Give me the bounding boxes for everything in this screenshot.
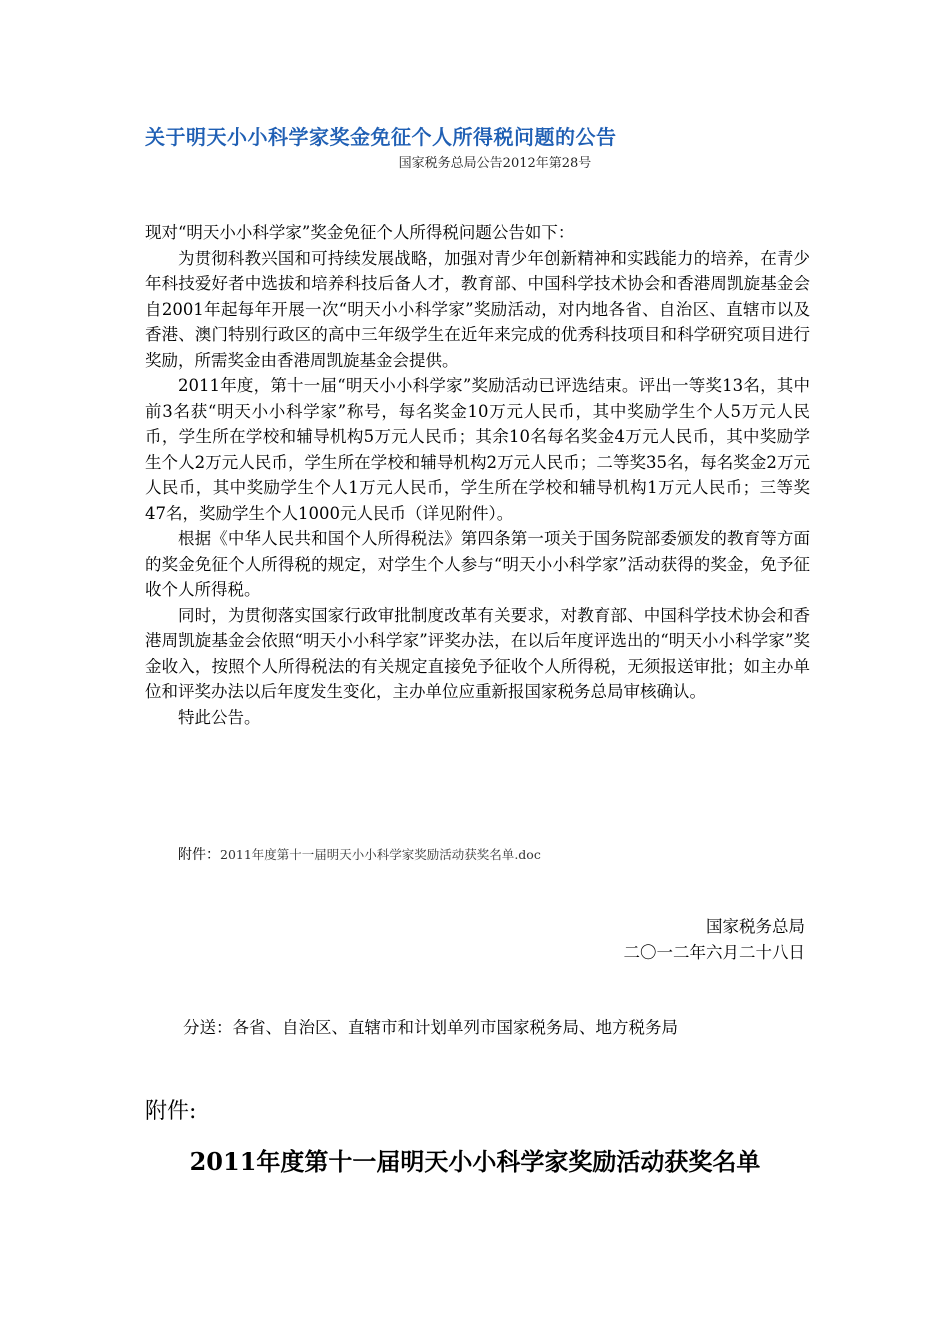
annex-label: 附件: (145, 1099, 197, 1124)
paragraph-purpose: 为贯彻科教兴国和可持续发展战略，加强对青少年创新精神和实践能力的培养，在青少年科技爱好者中选拔和培养科技后备人才，教育部、中国科学技术协会和香港周凯旋基金会自2001年起每年开展一次“明天小小科学家”奖励活动，对内地各省、自治区、直辖市以及香港、澳门特别行政区的高中三年级学生在近年来完成的优秀科技项目和科学研究项目进行奖励，所需奖金由香港周凯旋基金会提供。 (145, 248, 810, 370)
paragraph-legal-basis: 根据《中华人民共和国个人所得税法》第四条第一项关于国务院部委颁发的教育等方面的奖金免征个人所得税的规定，对学生个人参与“明天小小科学家”活动获得的奖金，免予征收个人所得税。 (145, 529, 810, 599)
document-body (145, 220, 810, 730)
distribution-list: 分送：各省、自治区、直辖市和计划单列市国家税务局、地方税务局 (183, 1018, 678, 1037)
attachment-file-link[interactable]: 2011年度第十一届明天小小科学家奖励活动获奖名单.doc (220, 847, 541, 862)
document-subtitle: 国家税务总局公告2012年第28号 (398, 156, 592, 171)
document-title: 关于明天小小科学家奖金免征个人所得税问题的公告 (145, 125, 617, 149)
attachment-line (178, 844, 541, 864)
signature-organization: 国家税务总局 (706, 917, 805, 936)
signature-date: 二〇一二年六月二十八日 (623, 943, 805, 962)
paragraph-closing: 特此公告。 (178, 707, 261, 727)
intro-paragraph: 现对“明天小小科学家”奖金免征个人所得税问题公告如下： (145, 223, 575, 242)
paragraph-approval: 同时，为贯彻落实国家行政审批制度改革有关要求，对教育部、中国科学技术协会和香港周凯旋基金会依照“明天小小科学家”评奖办法，在以后年度评选出的“明天小小科学家”奖金收入，按照个人所得税法的有关规定直接免予征收个人所得税，无须报送审批；如主办单位和评奖办法以后年度发生变化，主办单位应重新报国家税务总局审核确认。 (145, 605, 810, 701)
attachment-label: 附件： (178, 847, 220, 863)
annex-title: 2011年度第十一届明天小小科学家奖励活动获奖名单 (189, 1147, 761, 1176)
paragraph-awards: 2011年度，第十一届“明天小小科学家”奖励活动已评选结束。评出一等奖13名，其中前3名获“明天小小科学家”称号，每名奖金10万元人民币，其中奖励学生个人5万元人民币，学生所在学校和辅导机构5万元人民币；其余10名每名奖金4万元人民币，其中奖励学生个人2万元人民币，学生所在学校和辅导机构2万元人民币；二等奖35名，每名奖金2万元人民币，其中奖励学生个人1万元人民币，学生所在学校和辅导机构1万元人民币；三等奖47名，奖励学生个人1000元人民币（详见附件）。 (145, 376, 810, 523)
